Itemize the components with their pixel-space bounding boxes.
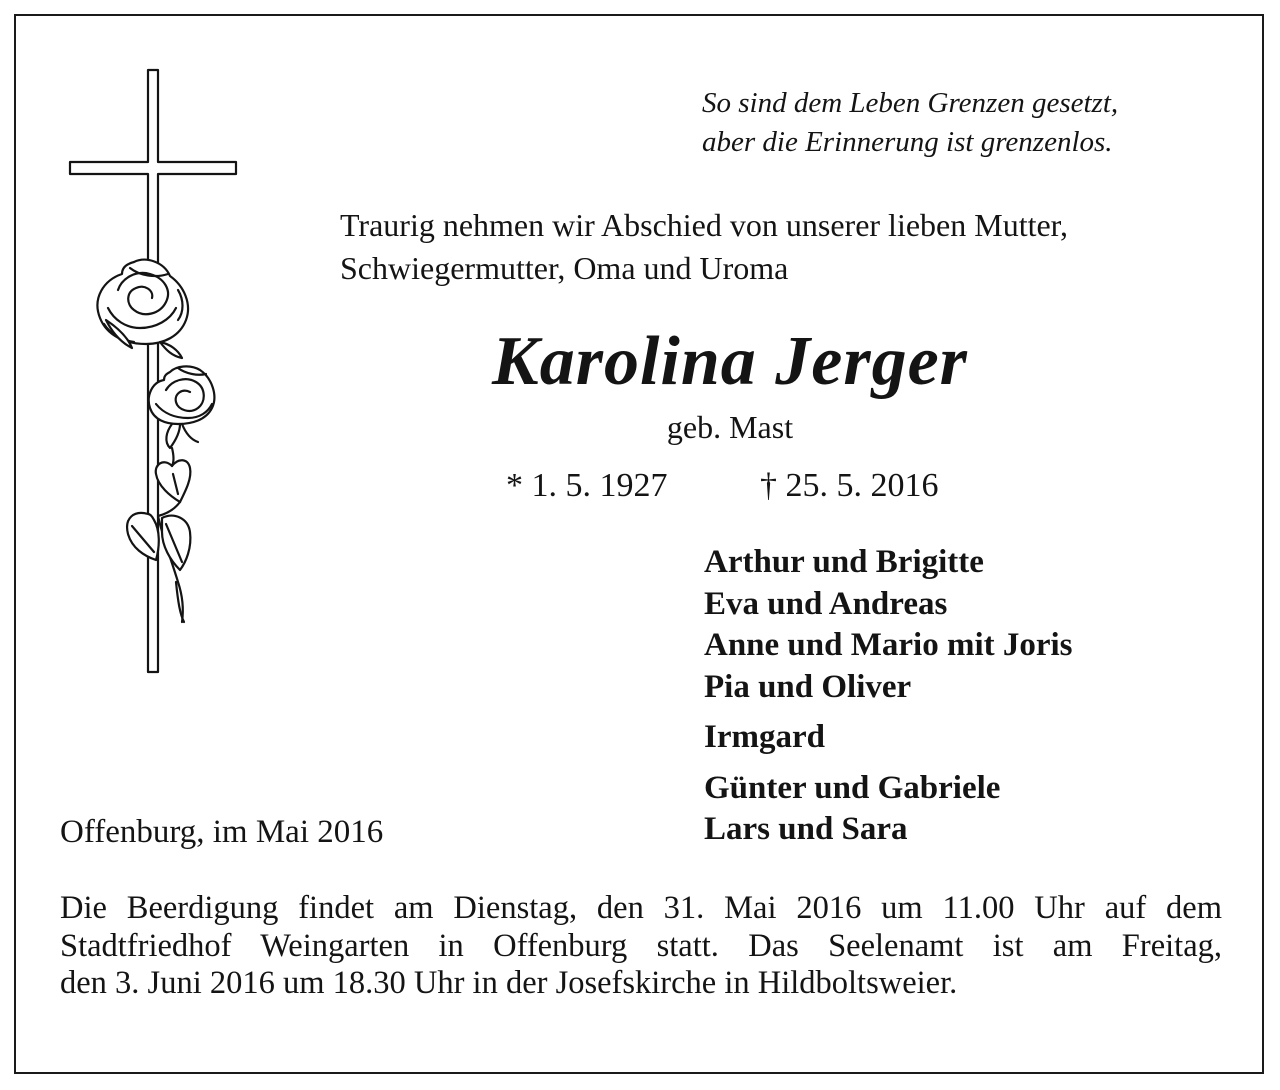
funeral-notice	[60, 890, 1222, 1003]
intro-text	[340, 204, 1220, 290]
motto-line-2: aber die Erinnerung ist grenzenlos.	[702, 126, 1113, 158]
deceased-name: Karolina Jerger	[492, 323, 968, 400]
motto-line-1: So sind dem Leben Grenzen gesetzt,	[702, 87, 1119, 119]
mourner-entry: Arthur und Brigitte	[704, 544, 984, 580]
funeral-line-3: den 3. Juni 2016 um 18.30 Uhr in der Josefskirche in Hildboltsweier.	[60, 965, 958, 1001]
mourner-entry: Irmgard	[704, 719, 825, 755]
place-date: Offenburg, im Mai 2016	[60, 814, 384, 850]
intro-line-2: Schwiegermutter, Oma und Uroma	[340, 250, 789, 286]
mourners-list	[704, 542, 1224, 851]
mourner-entry: Pia und Oliver	[704, 668, 912, 705]
cross-with-roses-icon	[60, 62, 250, 682]
intro-line-1: Traurig nehmen wir Abschied von unserer lieben Mutter,	[340, 207, 1069, 243]
death-date: † 25. 5. 2016	[760, 467, 939, 504]
funeral-line-1: Die Beerdigung findet am Dienstag, den 31. Mai 2016 um 11.00 Uhr auf dem	[60, 890, 1222, 926]
birth-date: * 1. 5. 1927	[506, 467, 668, 504]
mourner-entry: Günter und Gabriele	[704, 769, 1001, 806]
maiden-name: geb. Mast	[666, 409, 794, 445]
motto-quote	[702, 84, 1222, 162]
mourner-entry: Lars und Sara	[704, 811, 908, 847]
mourner-entry: Eva und Andreas	[704, 585, 948, 622]
mourner-entry: Anne und Mario mit Joris	[704, 627, 1073, 663]
funeral-line-2: Stadtfriedhof Weingarten in Offenburg statt. Das Seelenamt ist am Freitag,	[60, 927, 1222, 964]
